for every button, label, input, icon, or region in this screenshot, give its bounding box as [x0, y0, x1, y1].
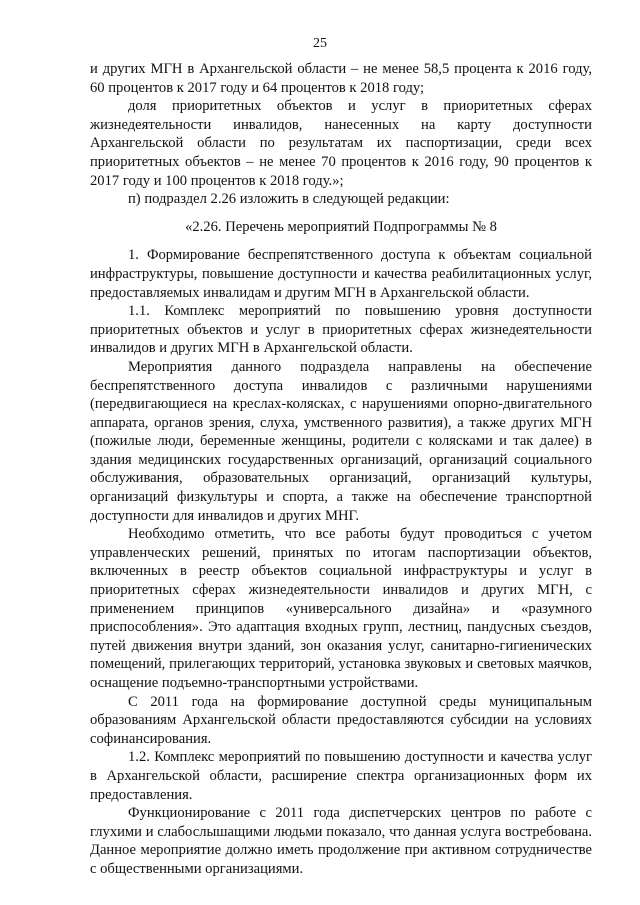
paragraph-subsidies: С 2011 года на формирование доступной среды муниципальным образованиям Архангельской области предоставляются субсидии на условиях софинансирования. [90, 693, 592, 747]
paragraph-amendment-instruction: п) подраздел 2.26 изложить в следующей редакции: [128, 191, 450, 208]
paragraph-priority-share: доля приоритетных объектов и услуг в приоритетных сферах жизнедеятельности инвалидов, нанесенных на карту доступности Архангельской области по результатам их паспортизации, среди всех приоритетных объектов – не менее 70 процентов к 2016 году, 90 процентов к 2017 году и 100 процентов к 2018 году.»; [90, 98, 592, 189]
paragraph-measures-description: Мероприятия данного подраздела направлены на обеспечение беспрепятственного доступа инвалидов с различными нарушениями (передвигающиеся на креслах-колясках, с нарушениями опорно-двигательного аппарата, органов зрения, слуха, умственного развития), а также других МГН (пожилые люди, беременные женщины, родители с колясками и так далее) в здания медицинских государственных организаций, организаций социального обслуживания, образовательных организаций, организаций культуры, организаций физкультуры и спорта, а также на обеспечение транспортной доступности для инвалидов и других МНГ. [90, 358, 592, 524]
paragraph-item-1: 1. Формирование беспрепятственного доступа к объектам социальной инфраструктуры, повышение доступности и качества реабилитационных услуг, предоставляемых инвалидам и другим МГН в Архангельской области. [90, 247, 592, 301]
document-body [90, 60, 592, 879]
page-number: 25 [313, 36, 327, 51]
paragraph-item-1-2: 1.2. Комплекс мероприятий по повышению доступности и качества услуг в Архангельской области, расширение спектра организационных форм их предоставления. [90, 749, 592, 803]
paragraph-continuation: и других МГН в Архангельской области – не менее 58,5 процента к 2016 году, 60 процентов к 2017 году и 64 процентов к 2018 году; [90, 61, 592, 96]
paragraph-works-note: Необходимо отметить, что все работы будут проводиться с учетом управленческих решений, принятых по итогам паспортизации объектов, включенных в реестр объектов социальной инфраструктуры и услуг в приоритетных сферах жизнедеятельности инвалидов и других МГН, с применением принципов «универсального дизайна» и «разумного приспособления». Это адаптация входных групп, лестниц, пандусных съездов, путей движения внутри зданий, зон оказания услуг, санитарно-гигиенических помещений, прилегающих территорий, установка звуковых и световых маячков, оснащение подъемно-транспортными устройствами. [90, 526, 592, 691]
section-heading: «2.26. Перечень мероприятий Подпрограммы № 8 [185, 218, 497, 235]
paragraph-dispatch-centers: Функционирование с 2011 года диспетчерских центров по работе с глухими и слабослышащими людьми показало, что данная услуга востребована. Данное мероприятие должно иметь продолжение при активном сотрудничестве с общественными организациями. [90, 805, 592, 877]
paragraph-item-1-1: 1.1. Комплекс мероприятий по повышению уровня доступности приоритетных объектов и услуг в приоритетных сферах жизнедеятельности инвалидов и других МГН в Архангельской области. [90, 303, 592, 357]
